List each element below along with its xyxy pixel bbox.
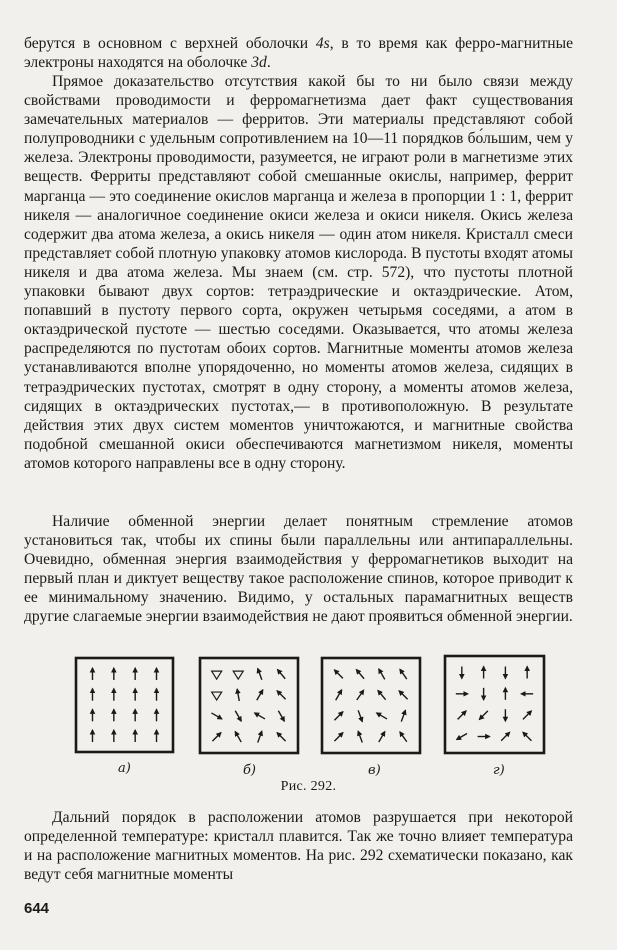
spin-arrow <box>258 669 262 680</box>
spin-arrow <box>235 732 241 742</box>
spin-arrow <box>356 670 364 679</box>
spin-arrow <box>277 670 285 679</box>
page-number: 644 <box>24 900 50 917</box>
spin-arrow <box>211 713 221 719</box>
spin-arrow <box>357 690 364 700</box>
paragraph-ferrites: Прямое доказательство отсутствия какой бы то ни было связи между свойствами проводимости и ферромагнетизма дает факт существования замечательных материалов — ферритов. Эти материалы представляют собой полупроводники с удельным сопротивлением на 10—11 порядков бо́льшим, чем у железа. Электроны проводимости, разумеется, не играют роли в магнетизме этих веществ. Ферриты представляют собой смешанные окислы, например, феррит марганца — это соединение окислов марганца и железа в пропорции 1 : 1, феррит никеля — аналогичное соединение окиси железа и окиси никеля. Окись железа содержит два атома железа, а окись никеля — один атом никеля. Кристалл смеси представляет собой плотную упаковку атомов кислорода. В пустоты входят атомы никеля и два атома железа. Мы знаем (см. стр. 572), что пустоты плотной упаковки бывают двух сортов: тетраэдрические и октаэдрические. Атом, попавший в пустоту первого сорта, окружен четырьмя соседями, а атом в октаэдрической пустоте — шестью соседями. Оказывается, что атомы железа распределяются по пустотам обоих сортов. Магнитные моменты атомов железа устанавливаются вполне упорядоченно, но моменты атомов железа, сидящих в тетраэдрических пустотах, смотрят в одну сторону, а моменты атомов железа, сидящих в октаэдрических пустотах,— в противоположную. В результате действия этих двух систем моментов уничтожаются, и магнитные свойства подобной смешанной окиси обеспечиваются магнетизмом никеля, моменты атомов которого направлены все в одну сторону. <box>24 73 573 472</box>
figure-292 <box>0 650 617 800</box>
spin-arrow <box>255 713 265 719</box>
spin-arrow <box>400 732 407 742</box>
disordered-spin-mark <box>233 671 243 679</box>
spin-arrow <box>358 731 362 742</box>
spin-arrow <box>277 691 285 699</box>
spin-arrow <box>458 711 466 719</box>
spin-arrow <box>334 670 342 678</box>
spin-arrow <box>400 669 407 679</box>
spin-arrow <box>334 712 342 720</box>
spin-lattice-panel <box>76 658 173 752</box>
spin-arrow <box>237 689 239 701</box>
spin-arrow <box>479 711 487 719</box>
sublabel-a: а) <box>118 761 131 776</box>
spin-arrow <box>523 732 531 740</box>
spin-arrow <box>501 732 509 740</box>
spin-arrow <box>379 732 385 742</box>
spin-arrow <box>523 711 531 719</box>
spin-arrow <box>277 733 285 741</box>
spin-arrow <box>379 669 385 679</box>
sublabel-d: г) <box>493 763 505 778</box>
figure-caption: Рис. 292. <box>280 779 337 794</box>
spin-arrow <box>378 690 386 699</box>
sublabel-b: б) <box>243 763 257 778</box>
paragraph-continuation: берутся в основном с верхней оболочки 4s, в то время как ферро-магнитные электроны находятся на оболочке 3d. <box>24 35 573 72</box>
spin-arrow <box>358 710 362 721</box>
spin-arrow <box>399 691 407 699</box>
paragraph-exchange-energy: Наличие обменной энергии делает понятным стремление атомов установиться так, чтобы их спины были параллельны или антипараллельны. Очевидно, обменная энергия взаимодействия у ферромагнетиков выходит на первый план и диктует веществу такое расположение спинов, которое приводит к ее минимальному значению. Видимо, у остальных парамагнитных веществ другие слагаемые энергии взаимодействия не дают проявиться обменной энергии. <box>24 513 573 626</box>
spin-arrow <box>257 690 263 700</box>
disordered-spin-mark <box>212 671 222 679</box>
spin-arrow <box>457 734 467 740</box>
sublabel-c: в) <box>368 763 381 778</box>
spin-arrow <box>258 731 262 742</box>
spin-arrow <box>336 690 342 700</box>
spin-arrow <box>278 711 284 721</box>
disordered-spin-mark <box>212 692 222 700</box>
spin-arrow <box>212 733 220 741</box>
spin-arrow <box>401 710 405 721</box>
spin-arrow <box>334 733 342 741</box>
spin-arrow <box>377 713 387 719</box>
spin-arrow <box>235 711 241 721</box>
paragraph-long-range-order: Дальний порядок в расположении атомов разрушается при некоторой определенной температуре: кристалл плавится. Так же точно влияет температура и на расположение магнитных моментов. На рис. 292 схематически показано, как ведут себя магнитные моменты <box>24 809 573 884</box>
